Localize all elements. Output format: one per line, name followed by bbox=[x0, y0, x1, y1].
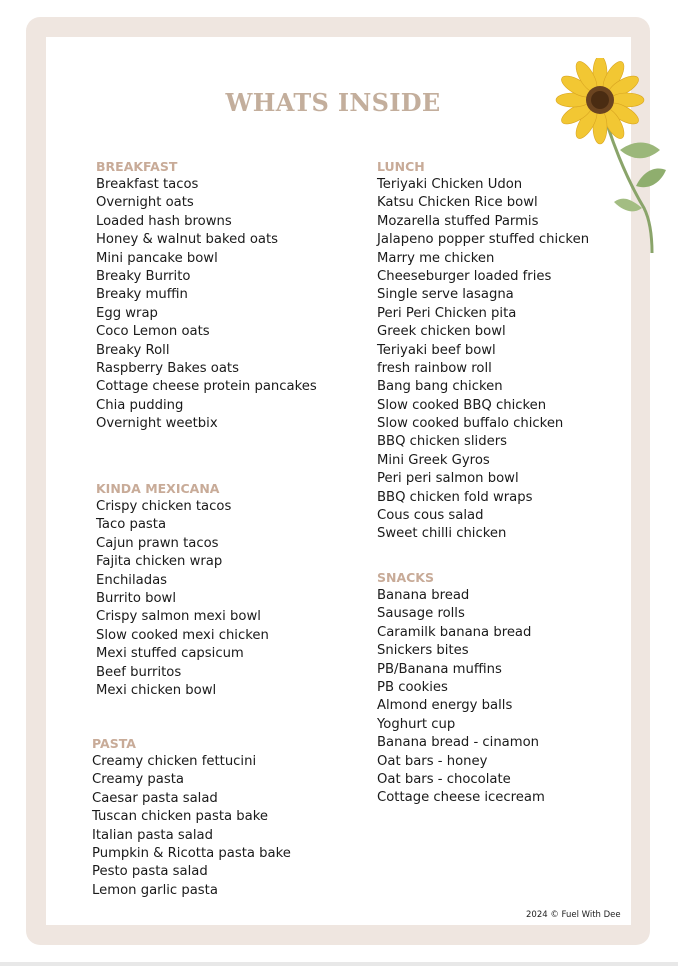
list-item: Breaky Roll bbox=[96, 342, 170, 358]
bottom-divider bbox=[0, 962, 678, 966]
list-item: Cheeseburger loaded fries bbox=[377, 268, 552, 284]
list-item: Beef burritos bbox=[96, 664, 182, 680]
list-item: Cottage cheese icecream bbox=[377, 790, 545, 806]
list-item: Yoghurt cup bbox=[377, 716, 456, 732]
list-item: Caesar pasta salad bbox=[92, 790, 218, 806]
item-list bbox=[377, 587, 545, 808]
list-item: BBQ chicken fold wraps bbox=[377, 489, 533, 505]
list-item: Oat bars - honey bbox=[377, 753, 488, 769]
section-kinda-mexicana bbox=[96, 480, 269, 700]
item-list bbox=[96, 176, 317, 433]
list-item: fresh rainbow roll bbox=[377, 360, 492, 376]
list-item: Egg wrap bbox=[96, 305, 158, 321]
list-item: Teriyaki Chicken Udon bbox=[377, 177, 523, 192]
list-item: Jalapeno popper stuffed chicken bbox=[377, 232, 590, 248]
list-item: Teriyaki beef bowl bbox=[377, 342, 496, 358]
list-item: Loaded hash browns bbox=[96, 213, 232, 229]
list-item: PB/Banana muffins bbox=[377, 661, 502, 677]
section-heading: BREAKFAST bbox=[96, 159, 178, 174]
item-list bbox=[92, 753, 291, 900]
list-item: Oat bars - chocolate bbox=[377, 771, 511, 787]
list-item: Pesto pasta salad bbox=[92, 864, 208, 880]
list-item: Fajita chicken wrap bbox=[96, 554, 223, 570]
list-item: Coco Lemon oats bbox=[96, 324, 210, 340]
list-item: Breakfast tacos bbox=[96, 177, 199, 192]
list-item: Pumpkin & Ricotta pasta bake bbox=[92, 845, 291, 861]
section-heading: SNACKS bbox=[377, 570, 435, 585]
item-list bbox=[96, 498, 269, 700]
list-item: Mexi chicken bowl bbox=[96, 682, 217, 698]
list-item: Peri Peri Chicken pita bbox=[377, 305, 517, 321]
footer-copyright: 2024 © Fuel With Dee bbox=[526, 910, 621, 920]
list-item: Greek chicken bowl bbox=[377, 324, 506, 340]
list-item: Sweet chilli chicken bbox=[377, 526, 507, 542]
list-item: Mexi stuffed capsicum bbox=[96, 646, 244, 662]
list-item: Raspberry Bakes oats bbox=[96, 360, 239, 376]
list-item: Breaky muffin bbox=[96, 287, 188, 303]
list-item: Slow cooked buffalo chicken bbox=[377, 416, 564, 432]
list-item: Creamy chicken fettucini bbox=[92, 754, 257, 769]
section-pasta bbox=[92, 735, 291, 900]
list-item: Slow cooked BBQ chicken bbox=[377, 397, 547, 413]
list-item: Snickers bites bbox=[377, 643, 469, 659]
list-item: Lemon garlic pasta bbox=[92, 882, 218, 898]
list-item: Almond energy balls bbox=[377, 698, 513, 714]
section-heading: PASTA bbox=[92, 736, 136, 751]
list-item: Burrito bowl bbox=[96, 590, 177, 606]
list-item: Banana bread bbox=[377, 588, 470, 603]
list-item: Tuscan chicken pasta bake bbox=[92, 809, 269, 825]
list-item: Crispy salmon mexi bowl bbox=[96, 609, 261, 625]
section-heading: LUNCH bbox=[377, 159, 425, 174]
list-item: Cottage cheese protein pancakes bbox=[96, 379, 317, 395]
section-breakfast bbox=[96, 158, 317, 433]
section-snacks bbox=[377, 569, 545, 808]
list-item: Overnight oats bbox=[96, 195, 194, 211]
list-item: Marry me chicken bbox=[377, 250, 495, 266]
list-item: BBQ chicken sliders bbox=[377, 434, 507, 450]
list-item: Caramilk banana bread bbox=[377, 624, 532, 640]
list-item: Peri peri salmon bowl bbox=[377, 471, 519, 487]
list-item: Creamy pasta bbox=[92, 772, 184, 788]
list-item: Taco pasta bbox=[96, 517, 167, 533]
list-item: Mozarella stuffed Parmis bbox=[377, 213, 539, 229]
list-item: Bang bang chicken bbox=[377, 379, 503, 395]
list-item: Katsu Chicken Rice bowl bbox=[377, 195, 538, 211]
list-item: Mini Greek Gyros bbox=[377, 452, 490, 468]
list-item: Crispy chicken tacos bbox=[96, 499, 232, 514]
list-item: Banana bread - cinamon bbox=[377, 735, 540, 751]
list-item: Slow cooked mexi chicken bbox=[96, 627, 269, 643]
list-item: PB cookies bbox=[377, 679, 448, 695]
list-item: Enchiladas bbox=[96, 572, 168, 588]
list-item: Honey & walnut baked oats bbox=[96, 232, 279, 248]
list-item: Breaky Burrito bbox=[96, 268, 191, 284]
page-title: WHATS INSIDE bbox=[225, 88, 441, 117]
list-item: Overnight weetbix bbox=[96, 416, 218, 432]
list-item: Cous cous salad bbox=[377, 508, 484, 524]
list-item: Chia pudding bbox=[96, 397, 184, 413]
list-item: Cajun prawn tacos bbox=[96, 535, 219, 551]
section-heading: KINDA MEXICANA bbox=[96, 481, 220, 496]
list-item: Sausage rolls bbox=[377, 606, 465, 622]
list-item: Mini pancake bowl bbox=[96, 250, 218, 266]
list-item: Italian pasta salad bbox=[92, 827, 213, 843]
section-lunch bbox=[377, 158, 589, 544]
item-list bbox=[377, 176, 589, 544]
list-item: Single serve lasagna bbox=[377, 287, 514, 303]
